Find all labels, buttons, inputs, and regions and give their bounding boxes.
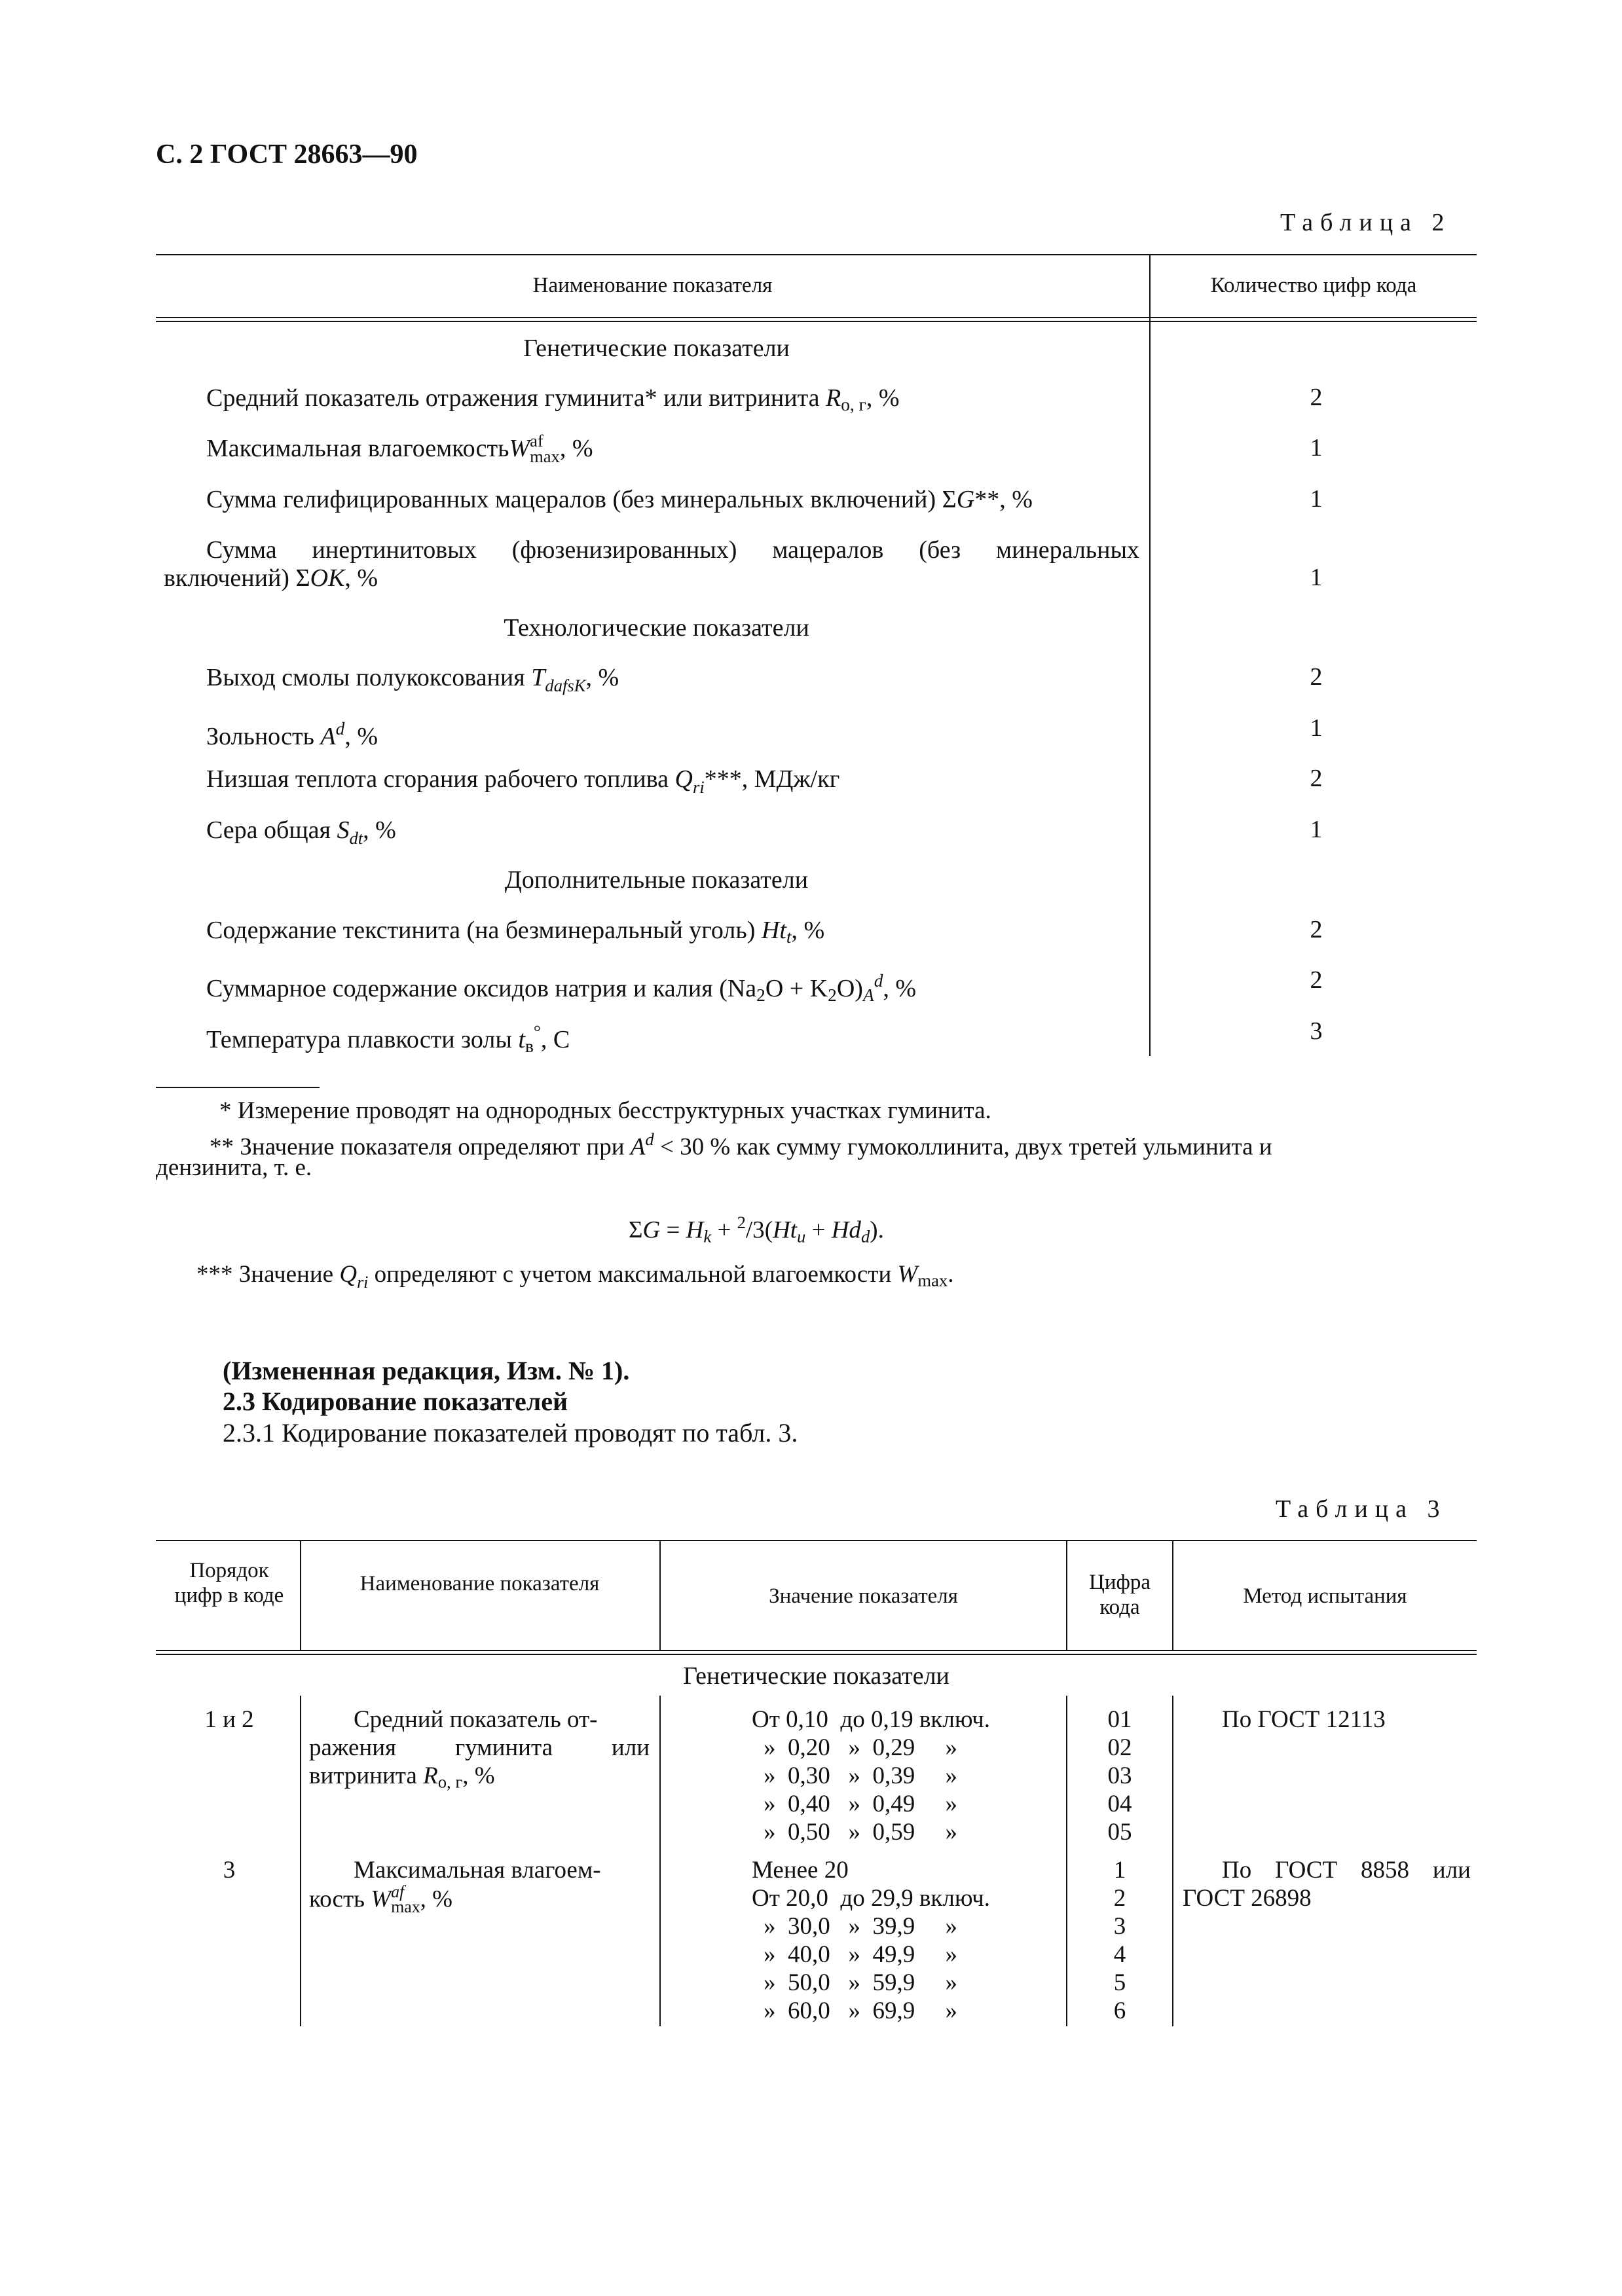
table3-name: Максимальная влагоем- кость Waf max , % bbox=[309, 1857, 601, 1917]
table3-divider bbox=[1066, 1540, 1067, 1651]
table2-section-tech: Технологические показатели bbox=[504, 614, 809, 642]
table2-count: 2 bbox=[1310, 384, 1323, 411]
table2-col-name: Наименование показателя bbox=[532, 274, 773, 297]
table2-row: Низшая теплота сгорания рабочего топлива Qri***, МДж/кг bbox=[206, 765, 840, 797]
table2-section-genetic: Генетические показатели bbox=[523, 335, 790, 362]
table3-col-value: Значение показателя bbox=[769, 1584, 958, 1608]
table3-method: По ГОСТ 8858 или ГОСТ 26898 bbox=[1183, 1857, 1471, 1912]
table2-row: Выход смолы полукоксования TdafsK, % bbox=[206, 664, 619, 696]
table2-row: Средний показатель отражения гуминита* или витринита $R_{о, г}$, % bbox=[206, 384, 900, 414]
table3-value-line: » 30,0 » 39,9 » bbox=[764, 1913, 957, 1940]
table3-divider bbox=[300, 1540, 301, 1651]
footnote-1: * Измерение проводят на однородных бесструктурных участках гуминита. bbox=[219, 1097, 991, 1124]
footnote-2: ** Значение показателя определяют при $A^d < 30$ % как сумму гумоколлинита, двух третей ульминита и bbox=[210, 1129, 1272, 1161]
table3-value-line: От 20,0 до 29,9 включ. bbox=[752, 1885, 990, 1912]
table2-count: 2 bbox=[1310, 966, 1323, 994]
table2-count: 3 bbox=[1310, 1017, 1323, 1045]
table3-value-line: » 0,40 » 0,49 » bbox=[764, 1791, 957, 1817]
table2-count: 2 bbox=[1310, 916, 1323, 943]
table3-col-method: Метод испытания bbox=[1243, 1584, 1407, 1608]
table3-digit-line: 04 bbox=[1107, 1791, 1132, 1817]
table2-section-extra: Дополнительные показатели bbox=[504, 866, 809, 894]
table2-header-rule-2 bbox=[156, 321, 1477, 322]
table2-row: Температура плавкости золы $t_в^\circ$, С bbox=[206, 1022, 570, 1056]
table3-header-rule-2 bbox=[156, 1654, 1477, 1655]
table3-digit-line: 02 bbox=[1107, 1734, 1132, 1761]
section-paragraph: 2.3.1 Кодирование показателей проводят по табл. 3. bbox=[223, 1418, 798, 1448]
table2-count: 2 bbox=[1310, 663, 1323, 691]
table3-body-divider bbox=[1066, 1696, 1067, 2026]
table3-order: 3 bbox=[223, 1857, 236, 1884]
section-heading: 2.3 Кодирование показателей bbox=[223, 1387, 568, 1416]
table3-digit-line: 2 bbox=[1113, 1885, 1126, 1912]
table3-value-line: » 0,50 » 0,59 » bbox=[764, 1819, 957, 1846]
table3-name: Средний показатель от- ражения гуминита или витринита $R_{о, г}$, % bbox=[309, 1706, 650, 1792]
table2-count: 1 bbox=[1310, 816, 1323, 843]
formula: $\Sigma G = H_k + ^2/3(Ht_u + Hd_d)$. bbox=[629, 1212, 884, 1247]
table3-digit-line: 6 bbox=[1113, 1997, 1126, 2024]
footnote-3: *** Значение Qri определяют с учетом максимальной влагоемкости $W_{max}$. bbox=[196, 1261, 954, 1292]
table3-value-line: » 0,20 » 0,29 » bbox=[764, 1734, 957, 1761]
table3-values bbox=[752, 1705, 1060, 1846]
table2-row: Содержание текстинита (на безминеральный уголь) $Ht_t$, % bbox=[206, 917, 825, 947]
table3-digit-line: 4 bbox=[1113, 1941, 1126, 1968]
page-header: С. 2 ГОСТ 28663—90 bbox=[156, 139, 418, 170]
table2-count: 1 bbox=[1310, 564, 1323, 591]
table2-count: 2 bbox=[1310, 765, 1323, 792]
table2-row-line2: включений) ΣOK, % bbox=[164, 564, 378, 592]
changed-note: (Измененная редакция, Изм. № 1). bbox=[223, 1356, 630, 1385]
table3-caption: Таблица 3 bbox=[1276, 1495, 1447, 1523]
table3-values bbox=[752, 1856, 1060, 2025]
table3-digit-line: 01 bbox=[1107, 1706, 1132, 1733]
table3-digit-line: 5 bbox=[1113, 1969, 1126, 1996]
table2-row-line1: Сумма инертинитовых (фюзенизированных) мацералов (без минеральных bbox=[206, 536, 1139, 564]
table3-value-line: » 50,0 » 59,9 » bbox=[764, 1969, 957, 1996]
table2-top-rule bbox=[156, 254, 1477, 255]
table2-row: Суммарное содержание оксидов натрия и калия $(Na_2O + K_2O)_A^d$, % bbox=[206, 971, 917, 1005]
table3-section-genetic: Генетические показатели bbox=[683, 1662, 949, 1690]
table3-col-digit: Цифра кода bbox=[1088, 1571, 1151, 1619]
table2-row: Сумма гелифицированных мацералов (без минеральных включений) ΣG**, % bbox=[206, 486, 1033, 513]
table2-count: 1 bbox=[1310, 714, 1323, 742]
table3-top-rule bbox=[156, 1540, 1477, 1541]
footnote-2-cont: дензинита, т. е. bbox=[156, 1154, 312, 1181]
table2-caption: Таблица 2 bbox=[1280, 209, 1452, 236]
table3-digit-line: 05 bbox=[1107, 1819, 1132, 1846]
table3-digit-line: 1 bbox=[1113, 1857, 1126, 1884]
table2-count: 1 bbox=[1310, 434, 1323, 462]
table3-digit-line: 03 bbox=[1107, 1762, 1132, 1789]
table3-digits bbox=[1074, 1705, 1166, 1846]
table3-digit-line: 3 bbox=[1113, 1913, 1126, 1940]
table2-row: Сера общая Sdt, % bbox=[206, 816, 396, 848]
table3-header-rule-1 bbox=[156, 1650, 1477, 1651]
table3-body-divider bbox=[659, 1696, 661, 2026]
table2-header-rule-1 bbox=[156, 317, 1477, 318]
table3-value-line: » 0,30 » 0,39 » bbox=[764, 1762, 957, 1789]
table2-count: 1 bbox=[1310, 485, 1323, 513]
table3-value-line: Менее 20 bbox=[752, 1857, 849, 1884]
table3-method: По ГОСТ 12113 bbox=[1222, 1706, 1386, 1733]
table3-value-line: » 60,0 » 69,9 » bbox=[764, 1997, 957, 2024]
table3-body-divider bbox=[300, 1696, 301, 2026]
table3-value-line: » 40,0 » 49,9 » bbox=[764, 1941, 957, 1968]
table3-col-name: Наименование показателя bbox=[359, 1572, 600, 1595]
table2-row: Зольность $A^d$, % bbox=[206, 719, 378, 751]
table3-col-order: Порядок цифр в коде bbox=[174, 1559, 284, 1607]
table2-row: Максимальная влагоемкостьW af max , % bbox=[206, 431, 593, 467]
footnote-rule bbox=[156, 1087, 320, 1088]
table3-value-line: От 0,10 до 0,19 включ. bbox=[752, 1706, 990, 1733]
table3-body-divider bbox=[1172, 1696, 1173, 2026]
table3-digits bbox=[1074, 1856, 1166, 2025]
table2-col-count: Количество цифр кода bbox=[1210, 274, 1417, 297]
table3-order: 1 и 2 bbox=[204, 1706, 254, 1733]
